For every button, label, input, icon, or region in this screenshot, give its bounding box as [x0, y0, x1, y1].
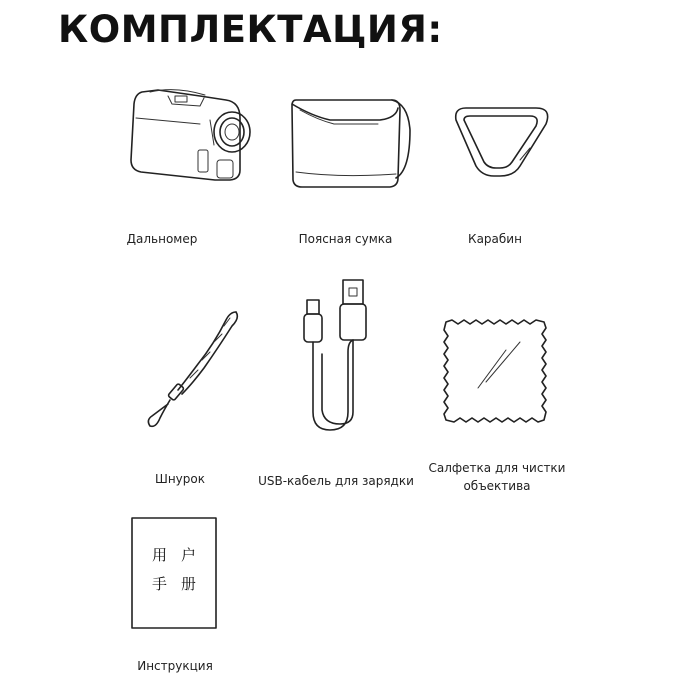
item-label: Дальномер	[126, 232, 198, 246]
item-label: Карабин	[468, 232, 522, 246]
item-label: USB-кабель для зарядки	[258, 474, 414, 488]
item-label: Поясная сумка	[298, 232, 393, 246]
item-label: Шнурок	[155, 472, 205, 486]
manual-cover-char: 户	[181, 546, 197, 564]
manual-cover-char: 手	[152, 575, 168, 593]
manual-cover-char: 用	[152, 546, 168, 564]
item-label-line2: объектива	[463, 479, 531, 493]
page-title: КОМПЛЕКТАЦИЯ:	[58, 8, 443, 51]
item-label: Инструкция	[137, 659, 213, 673]
manual-cover-char: 册	[181, 575, 197, 593]
item-label-line1: Салфетка для чистки	[428, 461, 566, 475]
